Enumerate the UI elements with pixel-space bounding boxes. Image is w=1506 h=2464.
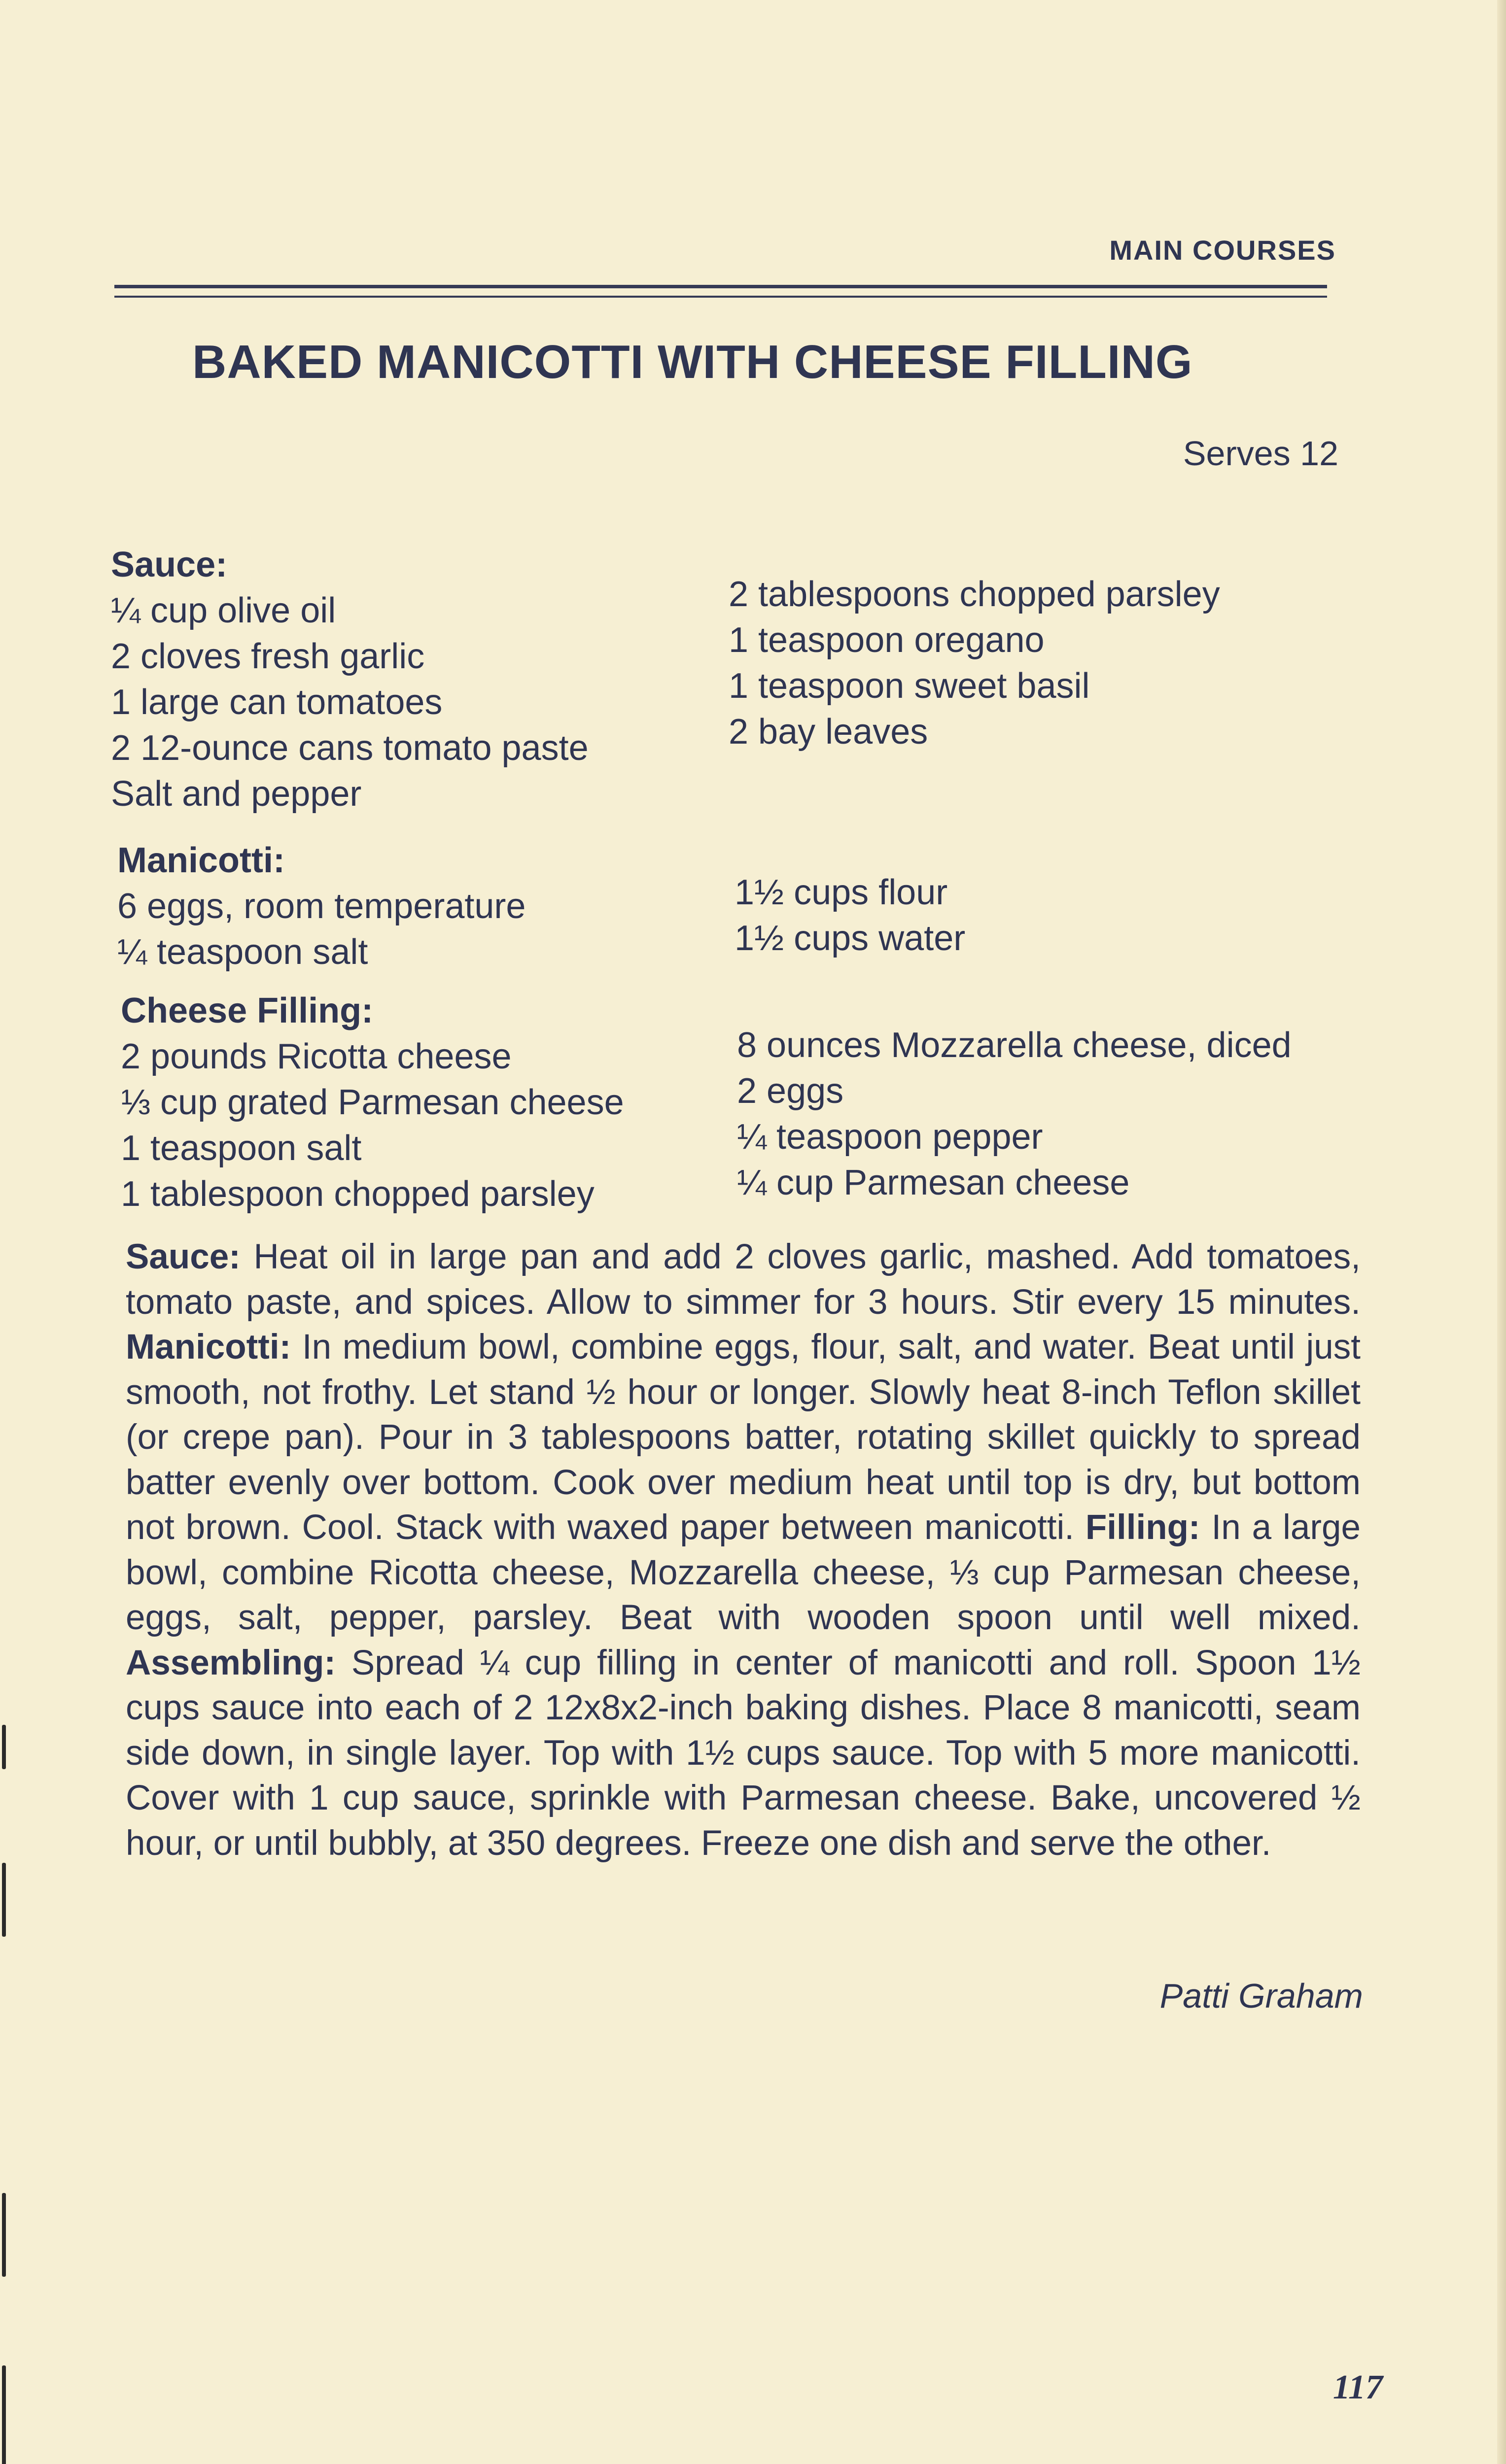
ingredient-item: ⅓ cup grated Parmesan cheese: [121, 1083, 624, 1122]
directions-manicotti-label: Manicotti:: [126, 1328, 291, 1367]
cheese-filling-heading: Cheese Filling:: [121, 991, 374, 1030]
ingredient-item: 1 teaspoon salt: [121, 1129, 362, 1168]
ingredient-item: 1 teaspoon sweet basil: [729, 666, 1090, 706]
directions-filling-text: In a large bowl, combine Ricotta cheese, Mozzarella cheese, ⅓ cup Parmesan cheese, eggs, salt, pepper, parsley. Beat with wooden spoon until well mixed.: [126, 1508, 1361, 1637]
directions-assembling-label: Assembling:: [126, 1643, 336, 1682]
directions-filling-label: Filling:: [1085, 1508, 1200, 1547]
cheese-filling-ingredients-left: [121, 988, 624, 1217]
serves-count: Serves 12: [1183, 434, 1338, 473]
cheese-filling-ingredients-right: [737, 1023, 1292, 1206]
ingredient-item: 8 ounces Mozzarella cheese, diced: [737, 1026, 1292, 1065]
manicotti-ingredients-left: [117, 838, 525, 975]
ingredient-item: 2 tablespoons chopped parsley: [729, 575, 1220, 614]
ingredient-item: 6 eggs, room temperature: [117, 887, 526, 926]
ingredient-item: 1 teaspoon oregano: [729, 620, 1045, 660]
directions-sauce-text: Heat oil in large pan and add 2 cloves garlic, mashed. Add tomatoes, tomato paste, and spices. Allow to simmer for 3 hours. Stir every 15 minutes.: [126, 1237, 1361, 1322]
ingredient-item: Salt and pepper: [111, 774, 362, 814]
ingredient-item: 1 tablespoon chopped parsley: [121, 1174, 595, 1214]
ingredient-item: ¼ teaspoon salt: [117, 932, 368, 972]
recipe-author: Patti Graham: [1159, 1977, 1363, 2015]
binding-marks: [0, 0, 10, 2464]
ingredient-item: 1 large can tomatoes: [111, 683, 443, 722]
ingredient-item: ¼ cup Parmesan cheese: [737, 1163, 1130, 1202]
ingredient-item: 2 bay leaves: [729, 712, 928, 752]
manicotti-ingredients-right: [735, 870, 965, 961]
ingredient-item: 2 cloves fresh garlic: [111, 637, 425, 676]
directions: [126, 1234, 1361, 1866]
recipe-title: BAKED MANICOTTI WITH CHEESE FILLING: [192, 336, 1193, 388]
header-rule: [114, 285, 1327, 288]
page-number: 117: [1332, 2368, 1383, 2406]
page-edge: [1497, 0, 1506, 2464]
ingredient-item: 1½ cups water: [735, 919, 966, 958]
ingredient-item: 2 eggs: [737, 1071, 844, 1111]
sauce-ingredients-left: [111, 542, 589, 817]
ingredient-item: 2 pounds Ricotta cheese: [121, 1037, 512, 1076]
ingredient-item: ¼ cup olive oil: [111, 591, 336, 630]
directions-assembling-text: Spread ¼ cup filling in center of manicotti and roll. Spoon 1½ cups sauce into each of 2 12x8x2-inch baking dishes. Place 8 manicotti, seam side down, in single layer. Top with 1½ cups sauce. Top with 5 more manicotti. Cover with 1 cup sauce, sprinkle with Parmesan cheese. Bake, uncovered ½ hour, or until bubbly, at 350 degrees. Freeze one dish and serve the other.: [126, 1643, 1361, 1863]
header-rule-secondary: [114, 296, 1327, 298]
ingredient-item: 2 12-ounce cans tomato paste: [111, 728, 589, 768]
directions-manicotti-text: In medium bowl, combine eggs, flour, salt, and water. Beat until just smooth, not frothy. Let stand ½ hour or longer. Slowly heat 8-inch Teflon skillet (or crepe pan). Pour in 3 tablespoons batter, rotating skillet quickly to spread batter evenly over bottom. Cook over medium heat until top is dry, but bottom not brown. Cool. Stack with waxed paper between manicotti.: [126, 1328, 1361, 1547]
ingredient-item: 1½ cups flour: [735, 873, 948, 912]
directions-sauce-label: Sauce:: [126, 1237, 241, 1276]
manicotti-heading: Manicotti:: [117, 841, 285, 880]
ingredient-item: ¼ teaspoon pepper: [737, 1117, 1043, 1157]
sauce-ingredients-right: [729, 572, 1220, 755]
sauce-heading: Sauce:: [111, 545, 228, 584]
section-header: MAIN COURSES: [1109, 235, 1336, 266]
